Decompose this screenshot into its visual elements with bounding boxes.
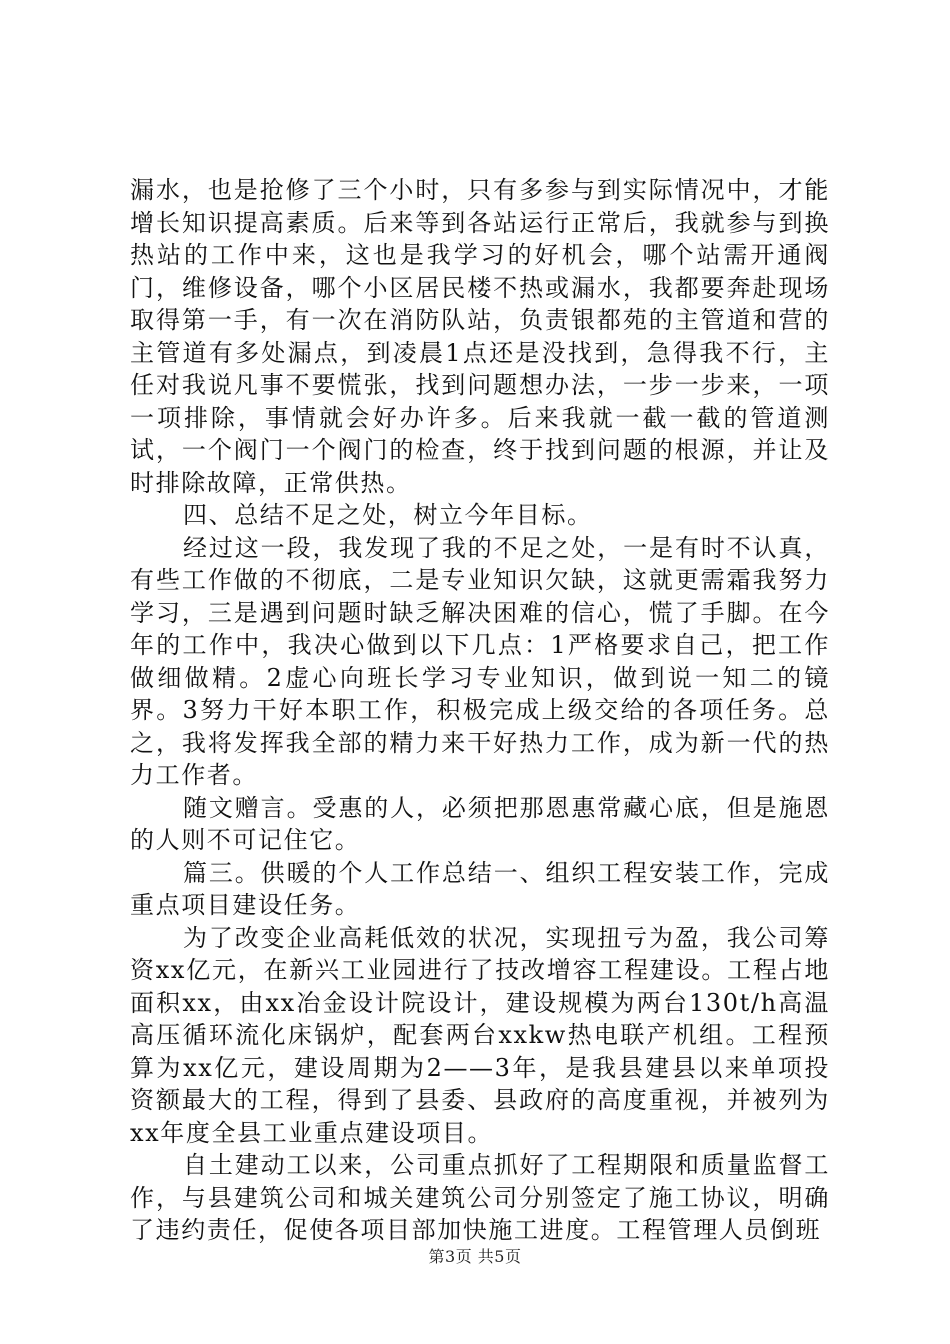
page-number-footer: 第3页 共5页 [428,1247,522,1266]
paragraph-4: 随文赠言。受惠的人，必须把那恩惠常藏心底，但是施恩的人则不可记住它。 [130,793,830,854]
paragraph-5-section-title: 篇三。供暖的个人工作总结一、组织工程安装工作，完成重点项目建设任务。 [130,858,830,919]
paragraph-7: 自土建动工以来，公司重点抓好了工程期限和质量监督工作，与县建筑公司和城关建筑公司分别签定了施工协议，明确了违约责任，促使各项目部加快施工进度。工程管理人员倒班 [130,1151,830,1244]
paragraph-6: 为了改变企业高耗低效的状况，实现扭亏为盈，我公司筹资xx亿元，在新兴工业园进行了技改增容工程建设。工程占地面积xx，由xx冶金设计院设计，建设规模为两台130t/h高温高压循环流化床锅炉，配套两台xxkw热电联产机组。工程预算为xx亿元，建设周期为2——3年，是我县建县以来单项投资额最大的工程，得到了县委、县政府的高度重视，并被列为xx年度全县工业重点建设项目。 [130,923,830,1147]
paragraph-3: 经过这一段，我发现了我的不足之处，一是有时不认真，有些工作做的不彻底，二是专业知识欠缺，这就更需霜我努力学习，三是遇到问题时缺乏解决困难的信心，慌了手脚。在今年的工作中，我决心做到以下几点：1严格要求自己，把工作做细做精。2虚心向班长学习专业知识，做到说一知二的镜界。3努力干好本职工作，积极完成上级交给的各项任务。总之，我将发挥我全部的精力来干好热力工作，成为新一代的热力工作者。 [130,533,830,789]
document-body [130,174,830,1247]
paragraph-2-heading: 四、总结不足之处，树立今年目标。 [183,501,593,529]
paragraph-1: 漏水，也是抢修了三个小时，只有多参与到实际情况中，才能增长知识提高素质。后来等到各站运行正常后，我就参与到换热站的工作中来，这也是我学习的好机会，哪个站需开通阀门，维修设备，哪个小区居民楼不热或漏水，我都要奔赴现场取得第一手，有一次在消防队站，负责银都苑的主管道和营的主管道有多处漏点，到凌晨1点还是没找到，急得我不行，主任对我说凡事不要慌张，找到问题想办法，一步一步来，一项一项排除，事情就会好办许多。后来我就一截一截的管道测试，一个阀门一个阀门的检查，终于找到问题的根源，并让及时排除故障，正常供热。 [130,176,830,497]
